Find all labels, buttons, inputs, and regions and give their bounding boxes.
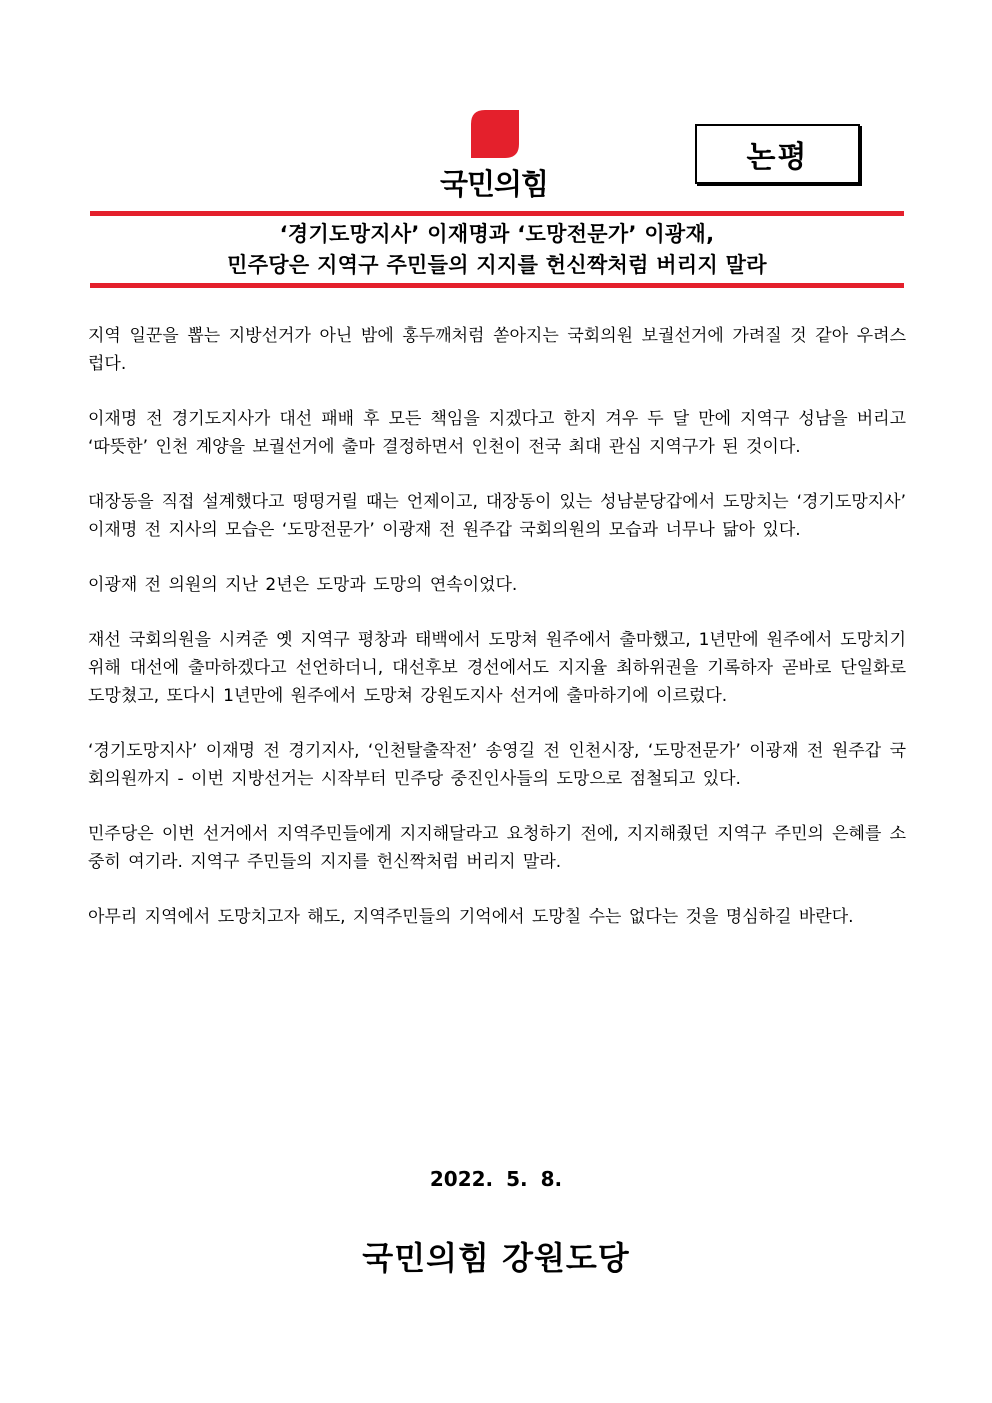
body-paragraph: 지역 일꾼을 뽑는 지방선거가 아닌 밤에 홍두깨처럼 쏟아지는 국회의원 보궐선거에 가려질 것 같아 우려스럽다. xyxy=(88,326,906,374)
party-logo-mark-icon xyxy=(471,110,519,158)
headline-line-1: ‘경기도망지사’ 이재명과 ‘도망전문가’ 이광재, xyxy=(279,221,715,246)
headline-bottom-rule xyxy=(90,283,904,288)
statement-date: 2022. 5. 8. xyxy=(429,1167,563,1191)
headline xyxy=(90,216,904,283)
body-paragraph: 민주당은 이번 선거에서 지역주민들에게 지지해달라고 요청하기 전에, 지지해줬던 지역구 주민의 은혜를 소중히 여기라. 지역구 주민들의 지지를 헌신짝처럼 버리지 말라. xyxy=(88,824,906,872)
body-paragraph: 아무리 지역에서 도망치고자 해도, 지역주민들의 기억에서 도망칠 수는 없다는 것을 명심하길 바란다. xyxy=(88,907,854,927)
statement-body xyxy=(88,322,906,958)
document-type-badge: 논평 xyxy=(695,124,860,184)
headline-line-2: 민주당은 지역구 주민들의 지지를 헌신짝처럼 버리지 말라 xyxy=(227,252,767,277)
body-paragraph: 이재명 전 경기도지사가 대선 패배 후 모든 책임을 지겠다고 한지 겨우 두 달 만에 지역구 성남을 버리고 ‘따뜻한’ 인천 계양을 보궐선거에 출마 결정하면서 인천이 전국 최대 관심 지역구가 된 것이다. xyxy=(88,409,906,457)
body-paragraph: 이광재 전 의원의 지난 2년은 도망과 도망의 연속이었다. xyxy=(88,575,518,595)
issuing-organization: 국민의힘 강원도당 xyxy=(362,1239,630,1277)
party-logo-shape xyxy=(471,110,519,158)
body-paragraph: ‘경기도망지사’ 이재명 전 경기지사, ‘인천탈출작전’ 송영길 전 인천시장, ‘도망전문가’ 이광재 전 원주갑 국회의원까지 - 이번 지방선거는 시작부터 민주당 중진인사들의 도망으로 점철되고 있다. xyxy=(88,741,906,789)
body-paragraph: 대장동을 직접 설계했다고 떵떵거릴 때는 언제이고, 대장동이 있는 성남분당갑에서 도망치는 ‘경기도망지사’ 이재명 전 지사의 모습은 ‘도망전문가’ 이광재 전 원주갑 국회의원의 모습과 너무나 닮아 있다. xyxy=(88,492,906,540)
party-logo-text: 국민의힘 xyxy=(439,167,549,201)
party-logo xyxy=(433,110,555,208)
body-paragraph: 재선 국회의원을 시켜준 옛 지역구 평창과 태백에서 도망쳐 원주에서 출마했고, 1년만에 원주에서 도망치기 위해 대선에 출마하겠다고 선언하더니, 대선후보 경선에서도 지지율 최하위권을 기록하자 곧바로 단일화로 도망쳤고, 또다시 1년만에 원주에서 도망쳐 강원도지사 선거에 출마하기에 이르렀다. xyxy=(88,630,906,706)
